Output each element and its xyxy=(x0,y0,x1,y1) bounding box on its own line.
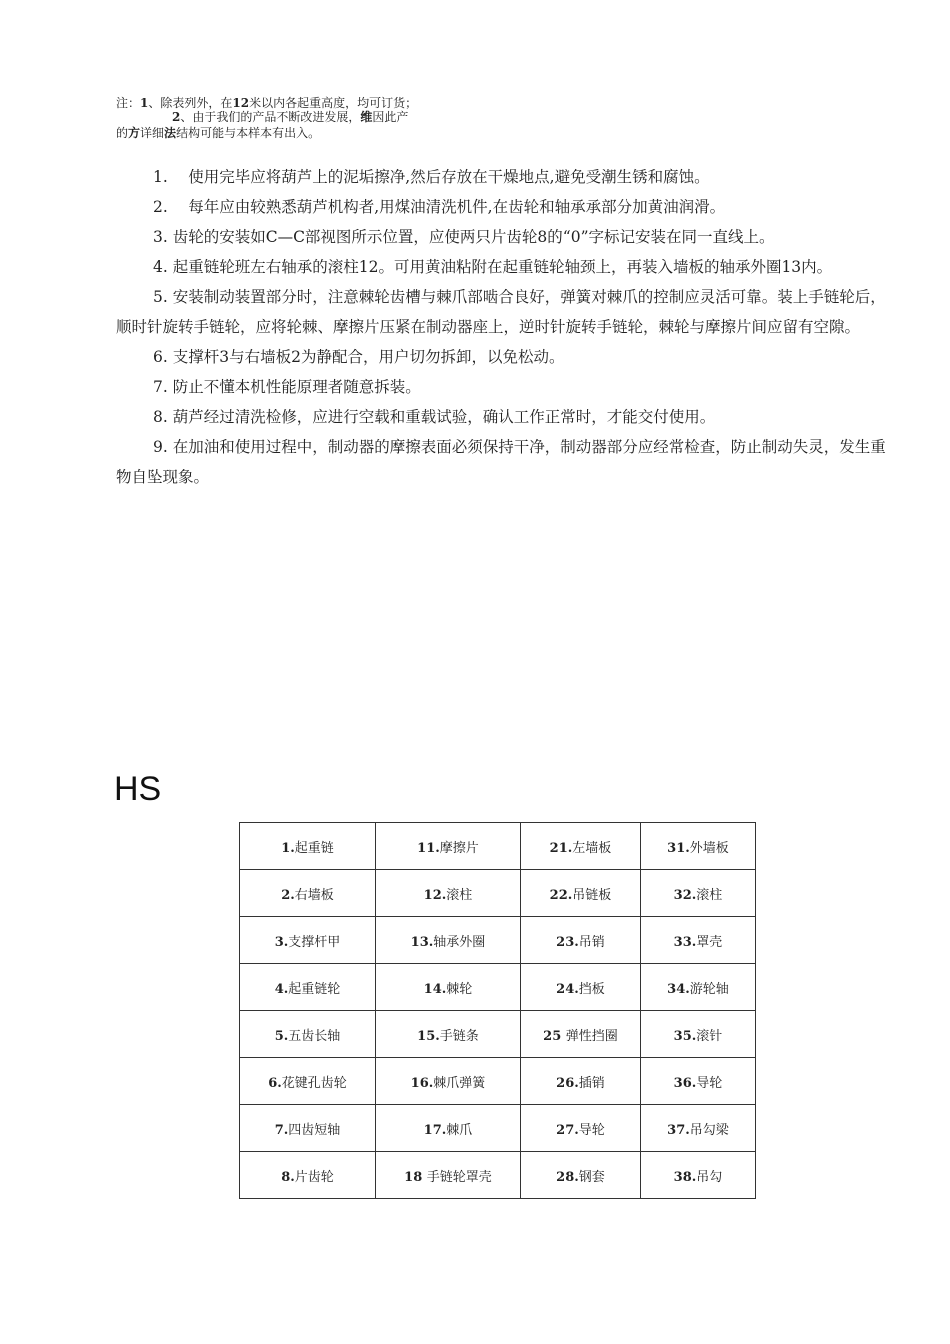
table-row xyxy=(240,870,756,917)
note-line-1 xyxy=(116,96,417,110)
table-row xyxy=(240,823,756,870)
part-number: 15. xyxy=(417,1028,440,1044)
note-text: 因此产 xyxy=(372,110,409,124)
table-row xyxy=(240,1011,756,1058)
part-cell xyxy=(521,870,641,917)
note-text-bold: 维 xyxy=(360,110,373,124)
note-line-3 xyxy=(116,126,320,140)
part-number: 11. xyxy=(417,840,440,856)
part-name: 外墙板 xyxy=(689,840,729,856)
instruction-item: 9. 在加油和使用过程中，制动器的摩擦表面必须保持干净，制动器部分应经常检查，防止制动失灵，发生重物自坠现象。 xyxy=(116,438,886,486)
part-number: 28. xyxy=(556,1169,579,1185)
part-name: 四齿短轴 xyxy=(288,1122,341,1138)
part-number: 4. xyxy=(274,981,289,997)
part-cell xyxy=(641,1105,756,1152)
note-line-2 xyxy=(172,110,408,124)
instruction-item: 6. 支撑杆3与右墙板2为静配合，用户切勿拆卸，以免松动。 xyxy=(153,348,565,366)
part-name: 导轮 xyxy=(696,1075,723,1091)
part-name: 弹性挡圈 xyxy=(565,1028,618,1044)
part-cell xyxy=(240,1058,376,1105)
instruction-item: 3. 齿轮的安装如C—C部视图所示位置，应使两只片齿轮8的“0”字标记安装在同一直线上。 xyxy=(153,228,775,246)
parts-table xyxy=(239,822,756,1199)
part-number: 2. xyxy=(281,887,295,903)
part-name: 手链轮罩壳 xyxy=(426,1169,492,1185)
part-number: 7. xyxy=(274,1122,289,1138)
part-number: 22. xyxy=(549,887,573,903)
table-row xyxy=(240,917,756,964)
part-name: 导轮 xyxy=(578,1122,605,1138)
instruction-item: 4. 起重链轮班左右轴承的滚柱12。可用黄油粘附在起重链轮轴颈上，再装入墙板的轴承外圈13内。 xyxy=(153,258,833,276)
part-cell xyxy=(641,1011,756,1058)
part-number: 17. xyxy=(423,1122,447,1138)
part-name: 起重链 xyxy=(294,840,334,856)
part-name: 吊勾梁 xyxy=(689,1122,729,1138)
part-name: 花键孔齿轮 xyxy=(281,1075,347,1091)
part-cell xyxy=(521,917,641,964)
part-name: 棘轮 xyxy=(446,981,473,997)
table-row xyxy=(240,1058,756,1105)
part-name: 钢套 xyxy=(578,1169,605,1185)
part-number: 5. xyxy=(274,1028,289,1044)
part-name: 支撑杆甲 xyxy=(288,934,341,950)
part-cell xyxy=(641,1152,756,1199)
instruction-item: 1. 使用完毕应将葫芦上的泥垢擦净,然后存放在干燥地点,避免受潮生锈和腐蚀。 xyxy=(153,168,710,186)
part-name: 滚柱 xyxy=(446,887,473,903)
part-name: 吊勾 xyxy=(696,1169,723,1185)
table-row xyxy=(240,964,756,1011)
part-number: 33. xyxy=(673,934,697,950)
instruction-item: 5. 安装制动装置部分时，注意棘轮齿槽与棘爪部啮合良好，弹簧对棘爪的控制应灵活可靠。装上手链轮后，顺时针旋转手链轮，应将轮棘、摩擦片压紧在制动器座上，逆时针旋转手链轮，棘轮与摩擦片间应留有空隙。 xyxy=(116,288,886,336)
part-name: 轴承外圈 xyxy=(433,934,486,950)
instructions-list xyxy=(116,162,886,492)
part-number: 32. xyxy=(673,887,697,903)
part-number: 36. xyxy=(673,1075,697,1091)
part-name: 滚柱 xyxy=(696,887,723,903)
part-number: 21. xyxy=(549,840,573,856)
part-number: 6. xyxy=(268,1075,282,1091)
part-cell xyxy=(376,1011,521,1058)
part-cell xyxy=(240,1152,376,1199)
part-name: 吊链板 xyxy=(572,887,612,903)
part-name: 插销 xyxy=(578,1075,605,1091)
part-cell xyxy=(376,823,521,870)
part-cell xyxy=(521,1058,641,1105)
note-text: 米以内各起重高度，均可订货； xyxy=(249,96,418,110)
note-text: 的 xyxy=(116,126,129,140)
part-cell xyxy=(376,1058,521,1105)
part-cell xyxy=(641,1058,756,1105)
table-row xyxy=(240,1105,756,1152)
part-cell xyxy=(376,1152,521,1199)
part-number: 8. xyxy=(281,1169,295,1185)
part-number: 13. xyxy=(410,934,434,950)
part-cell xyxy=(521,1152,641,1199)
part-number: 25 xyxy=(543,1028,566,1044)
part-cell xyxy=(376,917,521,964)
part-name: 棘爪弹簧 xyxy=(433,1075,486,1091)
part-cell xyxy=(521,964,641,1011)
part-name: 左墙板 xyxy=(572,840,612,856)
part-number: 35. xyxy=(673,1028,697,1044)
note-text: 、由于我们的产品不断改进发展， xyxy=(180,110,361,124)
note-text: 、除表列外，在 xyxy=(148,96,233,110)
part-name: 摩擦片 xyxy=(439,840,479,856)
part-cell xyxy=(521,1011,641,1058)
brand-logo-text: HS xyxy=(114,770,162,808)
part-cell xyxy=(240,823,376,870)
part-cell xyxy=(641,964,756,1011)
part-number: 34. xyxy=(667,981,690,997)
part-number: 3. xyxy=(274,934,289,950)
instruction-item: 7. 防止不懂本机性能原理者随意拆装。 xyxy=(153,378,421,396)
part-cell xyxy=(240,1011,376,1058)
part-cell xyxy=(376,870,521,917)
part-number: 31. xyxy=(667,840,690,856)
part-name: 片齿轮 xyxy=(294,1169,334,1185)
part-number: 26. xyxy=(556,1075,579,1091)
table-row xyxy=(240,1152,756,1199)
part-name: 棘爪 xyxy=(446,1122,473,1138)
part-name: 滚针 xyxy=(696,1028,723,1044)
part-name: 右墙板 xyxy=(294,887,334,903)
part-name: 吊销 xyxy=(578,934,605,950)
part-number: 16. xyxy=(410,1075,434,1091)
part-number: 23. xyxy=(556,934,579,950)
part-cell xyxy=(521,823,641,870)
note-number-1: 1 xyxy=(140,96,149,110)
part-cell xyxy=(376,1105,521,1152)
note-text: 详细 xyxy=(140,126,165,140)
instruction-item: 8. 葫芦经过清洗检修，应进行空载和重载试验，确认工作正常时，才能交付使用。 xyxy=(153,408,716,426)
part-cell xyxy=(521,1105,641,1152)
part-number: 18 xyxy=(404,1169,427,1185)
part-cell xyxy=(376,964,521,1011)
part-cell xyxy=(240,917,376,964)
note-number-2: 2 xyxy=(172,110,181,124)
part-name: 罩壳 xyxy=(696,934,723,950)
note-text: 结构可能与本样本有出入。 xyxy=(176,126,321,140)
note-prefix: 注： xyxy=(116,96,141,110)
note-height-value: 12 xyxy=(232,96,250,110)
part-name: 游轮轴 xyxy=(689,981,729,997)
part-cell xyxy=(641,823,756,870)
part-name: 五齿长轴 xyxy=(288,1028,341,1044)
part-cell xyxy=(641,870,756,917)
part-number: 1. xyxy=(281,840,295,856)
part-name: 手链条 xyxy=(439,1028,479,1044)
part-cell xyxy=(641,917,756,964)
note-text-bold: 方 xyxy=(128,126,141,140)
instruction-item: 2. 每年应由较熟悉葫芦机构者,用煤油清洗机件,在齿轮和轴承承部分加黄油润滑。 xyxy=(153,198,726,216)
part-number: 24. xyxy=(556,981,579,997)
part-name: 起重链轮 xyxy=(288,981,341,997)
part-number: 37. xyxy=(667,1122,690,1138)
part-cell xyxy=(240,1105,376,1152)
note-text-bold: 法 xyxy=(164,126,177,140)
part-number: 38. xyxy=(673,1169,697,1185)
part-name: 挡板 xyxy=(578,981,605,997)
part-cell xyxy=(240,964,376,1011)
part-cell xyxy=(240,870,376,917)
part-number: 12. xyxy=(423,887,447,903)
part-number: 27. xyxy=(556,1122,579,1138)
part-number: 14. xyxy=(423,981,447,997)
